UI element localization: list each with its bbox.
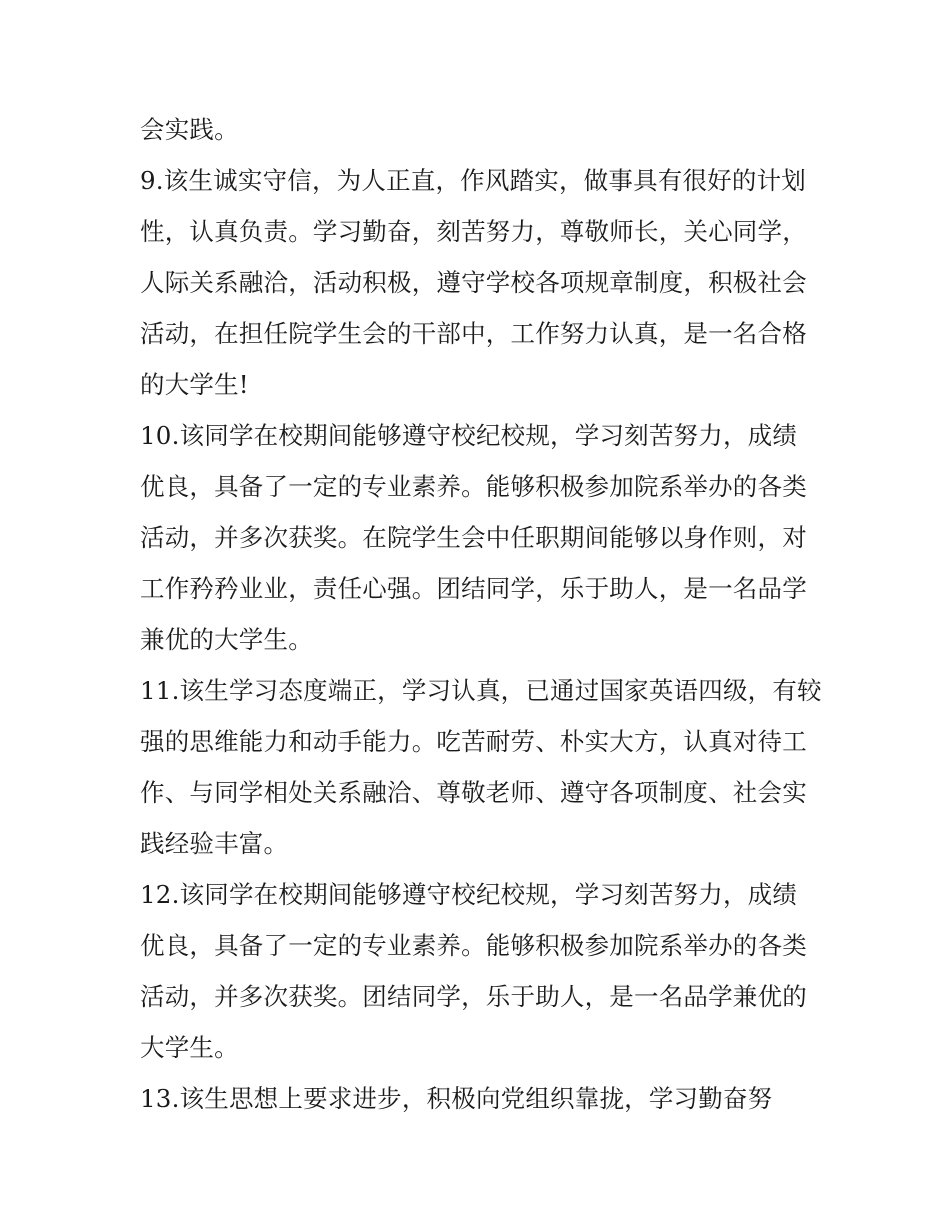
- text-line: 优良，具备了一定的专业素养。能够积极参加院系举办的各类: [140, 931, 807, 960]
- text-line: 优良，具备了一定的专业素养。能够积极参加院系举办的各类: [140, 472, 807, 501]
- text-line: 大学生。: [140, 1033, 239, 1062]
- text-line: 10.该同学在校期间能够遵守校纪校规，学习刻苦努力，成绩: [140, 421, 798, 450]
- text-line: 活动，在担任院学生会的干部中，工作努力认真，是一名合格: [140, 319, 807, 348]
- text-line: 9.该生诚实守信，为人正直，作风踏实，做事具有很好的计划: [140, 166, 806, 195]
- text-line: 活动，并多次获奖。在院学生会中任职期间能够以身作则，对: [140, 523, 807, 552]
- text-line: 11.该生学习态度端正，学习认真，已通过国家英语四级，有较: [140, 676, 822, 705]
- text-line: 12.该同学在校期间能够遵守校纪校规，学习刻苦努力，成绩: [140, 880, 798, 909]
- text-line: 会实践。: [140, 115, 239, 144]
- text-line: 强的思维能力和动手能力。吃苦耐劳、朴实大方，认真对待工: [140, 727, 807, 756]
- document-body: [140, 104, 820, 1124]
- text-line: 作、与同学相处关系融洽、尊敬老师、遵守各项制度、社会实: [140, 778, 807, 807]
- text-line: 兼优的大学生。: [140, 625, 313, 654]
- text-line: 13.该生思想上要求进步，积极向党组织靠拢，学习勤奋努: [140, 1084, 773, 1113]
- text-line: 工作矜矜业业，责任心强。团结同学，乐于助人，是一名品学: [140, 574, 807, 603]
- text-line: 践经验丰富。: [140, 829, 289, 858]
- text-line: 活动，并多次获奖。团结同学，乐于助人，是一名品学兼优的: [140, 982, 807, 1011]
- text-line: 人际关系融洽，活动积极，遵守学校各项规章制度，积极社会: [140, 268, 807, 297]
- text-line: 的大学生!: [140, 370, 249, 399]
- text-line: 性，认真负责。学习勤奋，刻苦努力，尊敬师长，关心同学，: [140, 217, 807, 246]
